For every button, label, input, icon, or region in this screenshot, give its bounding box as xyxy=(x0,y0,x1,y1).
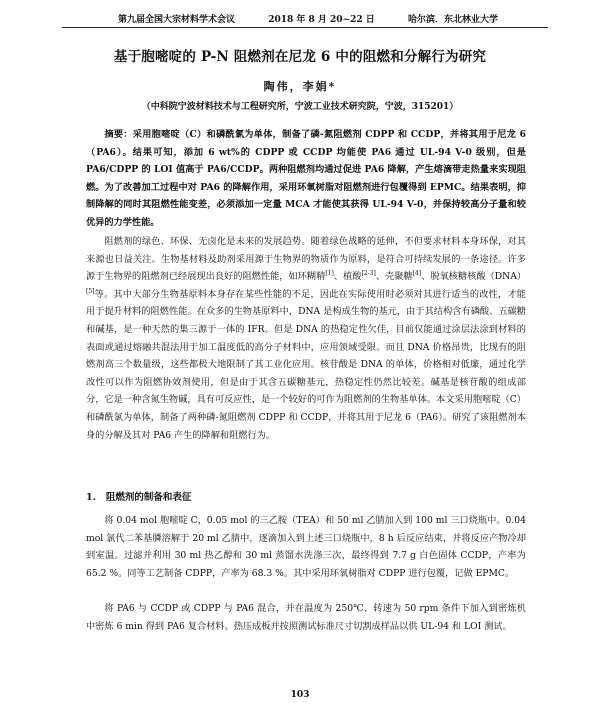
intro-text-4: 、脱氧核糖核酸（DNA） xyxy=(421,271,527,283)
introduction-paragraph xyxy=(86,233,526,444)
header-rule xyxy=(62,27,548,28)
paper-affiliation: （中科院宁波材料技术与工程研究所，宁波工业技术研究院，宁波，315201） xyxy=(141,102,459,112)
intro-text-3: 、壳聚糖 xyxy=(375,271,413,283)
method-text-2: 将 PA6 与 CCDP 或 CDPP 与 PA6 混合，并在温度为 250℃、转速为 50 rpm 条件下加入到密炼机中密炼 6 min 得到 PA6 复合材料。热压成板并按照测试标准尺寸切割成样品以供 UL-94 和 LOI 测试。 xyxy=(86,603,526,632)
intro-text-2: 、植酸 xyxy=(333,271,362,283)
abstract-label: 摘要： xyxy=(104,129,133,140)
method-paragraph-1 xyxy=(86,512,526,582)
citation: [5] xyxy=(86,287,95,295)
conference-date: 2018 年 8 月 20~22 日 xyxy=(268,15,375,25)
page-number: 103 xyxy=(290,690,310,700)
section-title: 阻燃剂的制备和表征 xyxy=(105,492,192,503)
paper-authors: 陶伟，李娟* xyxy=(263,80,337,93)
method-text-1: 将 0.04 mol 胞嘧啶 C，0.05 mol 的三乙胺（TEA）和 50 ml 乙腈加入到 100 ml 三口烧瓶中。0.04 mol 氯代二苯基膦溶解于 20 ml 乙腈中，逐滴加入到上述三口烧瓶中，8 h 后反应结束，并将反应产物冷却到室温。过滤并利用 30 ml 热乙醇和 30 ml 蒸馏水洗涤三次，最终得到 7.7 g 白色固体 CCDP，产率为 65.2 %。同等工艺制备 CDPP，产率为 68.3 %。其中采用环氧树脂对 CDPP 进行包覆，记做 EPMC。 xyxy=(86,515,526,579)
section-heading xyxy=(86,489,191,503)
abstract xyxy=(86,126,526,232)
intro-text-1: 阻燃剂的绿色、环保、无卤化是未来的发展趋势。随着绿色战略的延伸，不但要求材料本身环保，对其来源也日益关注。生物基材料及助剂采用源于生物界的物质作为原料，是符合可持续发展的一条途径。许多源于生物界的阻燃剂已经展现出良好的阻燃性能，如环糊精 xyxy=(86,236,526,283)
conference-name: 第九届全国大宗材料学术会议 xyxy=(118,15,236,25)
introduction xyxy=(86,233,526,444)
method-paragraph-2 xyxy=(86,600,526,635)
section-number: 1. xyxy=(86,492,96,503)
running-header xyxy=(118,12,498,25)
conference-location: 哈尔滨．东北林业大学 xyxy=(407,15,498,25)
citation: [1] xyxy=(325,270,334,278)
abstract-text: 采用胞嘧啶（C）和磷酰氯为单体，制备了磷-氮阻燃剂 CDPP 和 CCDP，并将其用于尼龙 6（PA6）。结果可知，添加 6 wt%的 CDPP 或 CCDP 均能使 PA6 通过 UL-94 V-0 级别，但是 PA6/CDPP 的 LOI 值高于 PA6/CCDP。两种阻燃剂均通过促进 PA6 降解，产生熔滴带走热量来实现阻燃。为了改善加工过程中对 PA6 的降解作用，采用环氧树脂对阻燃剂进行包覆得到 EPMC。结果表明，抑制降解的同时其阻燃性能变差，必须添加一定量 MCA 才能使其获得 UL-94 V-0，并保持较高分子量和较优异的力学性能。 xyxy=(86,129,526,228)
intro-text-5: 等。其中大部分生物基原料本身存在某些性能的不足，因此在实际使用时必须对其进行适当的改性，才能用于提升材料的阻燃性能。在众多的生物基原料中，DNA 是构成生物的基元，由于其结构含有磷酸、五碳糖和碱基，是一种天然的集三源于一体的 IFR。但是 DNA 的热稳定性欠佳，目前仅能通过涂层法涂到材料的表面或通过熔融共混法用于加工温度低的高分子材料中，应用领域受限。而且 DNA 价格昂贵，比现有的阻燃剂高三个数量级，这些都极大地限制了其工业化应用。核苷酸是 DNA 的单体，价格相对低廉，通过化学改性可以作为阻燃协效剂使用，但是由于其含五碳糖基元，热稳定性仍然比较差。碱基是核苷酸的组成部分，它是一种含氮生物碱，具有可反应性，是一个较好的可作为阻燃剂的生物基单体。本文采用胞嘧啶（C）和磷酰氯为单体，制备了两种磷-氮阻燃剂 CDPP 和 CCDP，并将其用于尼龙 6（PA6）。研究了该阻燃剂本身的分解及其对 PA6 产生的降解和阻燃行为。 xyxy=(86,288,526,441)
citation: [4] xyxy=(412,270,422,278)
citation: [2-3] xyxy=(361,270,376,278)
paper-title: 基于胞嘧啶的 P-N 阻燃剂在尼龙 6 中的阻燃和分解行为研究 xyxy=(113,49,487,65)
